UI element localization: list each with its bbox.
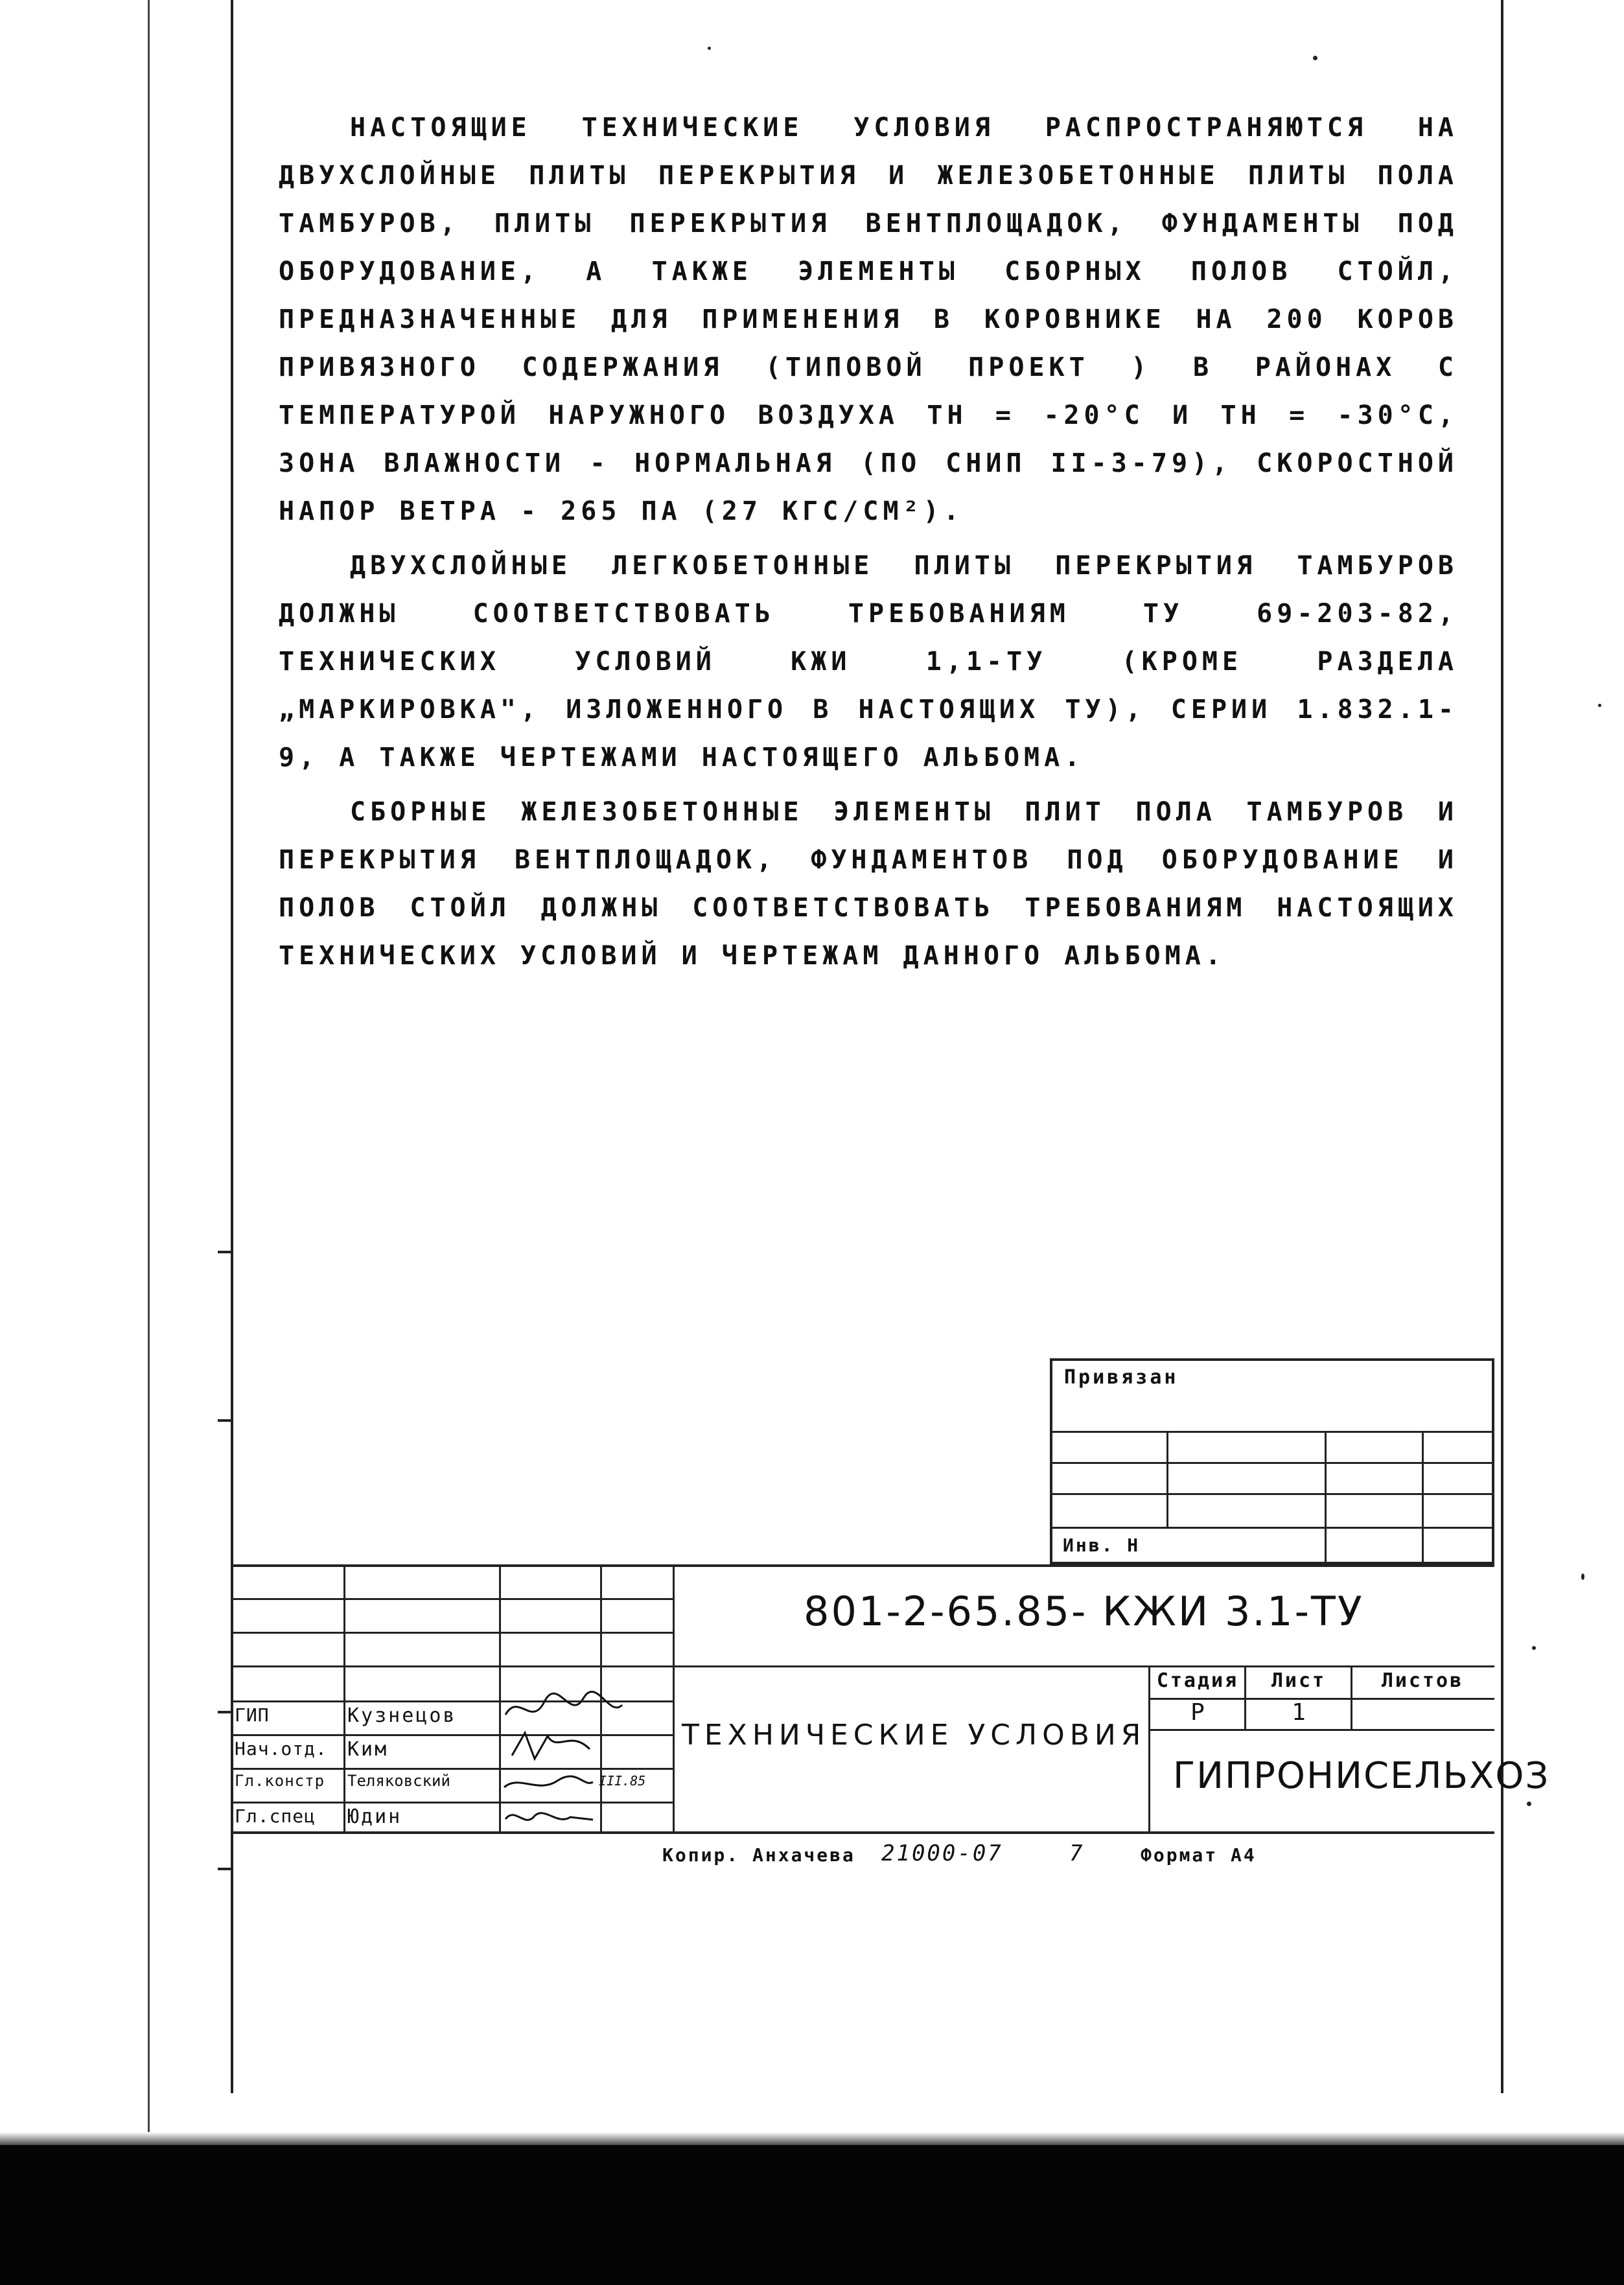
signatory-name: Теляковский (347, 1772, 450, 1790)
scan-speck (1581, 1573, 1584, 1580)
grid-line (231, 1734, 673, 1736)
grid-line (1052, 1462, 1493, 1464)
scan-speck (1598, 704, 1601, 707)
grid-line (231, 1768, 673, 1770)
signatory-name: Ким (347, 1738, 389, 1761)
grid-line (1148, 1729, 1150, 1834)
scan-speck (708, 47, 711, 50)
frame-tick (218, 1419, 232, 1422)
role-label: Гл.констр (235, 1772, 325, 1790)
grid-line (1148, 1729, 1494, 1731)
document-title: ТЕХНИЧЕСКИЕ УСЛОВИЯ (682, 1719, 1146, 1752)
signature-head (499, 1726, 603, 1765)
document-code: 801-2-65.85- КЖИ 3.1-ТУ (804, 1588, 1364, 1635)
technical-conditions-text (279, 104, 1458, 986)
order-number: 21000-07 (881, 1840, 1003, 1866)
sheet-value: 1 (1292, 1699, 1306, 1726)
paragraph-precast-elements: СБОРНЫЕ ЖЕЛЕЗОБЕТОННЫЕ ЭЛЕМЕНТЫ ПЛИТ ПОЛА ТАМБУРОВ И ПЕРЕКРЫТИЯ ВЕНТПЛОЩАДОК, ФУНДАМЕНТОВ ПОД ОБОРУДОВАНИЕ И ПОЛОВ СТОЙЛ ДОЛЖНЫ СООТВЕТСТВОВАТЬ ТРЕБОВАНИЯМ НАСТОЯЩИХ ТЕХНИЧЕСКИХ УСЛОВИЙ И ЧЕРТЕЖАМ ДАННОГО АЛЬБОМА. (279, 797, 1458, 971)
grid-line (231, 1632, 673, 1634)
grid-line (231, 1665, 1494, 1667)
role-label: Нач.отд. (235, 1738, 327, 1759)
binding-title: Привязан (1064, 1366, 1179, 1389)
grid-line (343, 1564, 345, 1834)
grid-line (1052, 1431, 1493, 1433)
format-label: Формат А4 (1141, 1844, 1257, 1866)
grid-line (1422, 1431, 1424, 1564)
grid-line (1052, 1527, 1493, 1529)
stage-header: Стадия (1156, 1669, 1239, 1692)
scan-left-margin (0, 0, 150, 2285)
role-label: Гл.спец (235, 1805, 316, 1827)
binding-box (1050, 1358, 1494, 1564)
page-number: 7 (1069, 1840, 1085, 1866)
role-label: ГИП (235, 1704, 270, 1726)
paragraph-two-layer-slabs: ДВУХСЛОЙНЫЕ ЛЕГКОБЕТОННЫЕ ПЛИТЫ ПЕРЕКРЫТИЯ ТАМБУРОВ ДОЛЖНЫ СООТВЕТСТВОВАТЬ ТРЕБОВАНИЯМ ТУ 69-203-82, ТЕХНИЧЕСКИХ УСЛОВИЙ КЖИ 1,1-ТУ (КРОМЕ РАЗДЕЛА „МАРКИРОВКА", ИЗЛОЖЕННОГО В НАСТОЯЩИХ ТУ), СЕРИИ 1.832.1-9, А ТАКЖЕ ЧЕРТЕЖАМИ НАСТОЯЩЕГО АЛЬБОМА. (279, 551, 1458, 772)
grid-line (231, 1802, 673, 1804)
sheet-header: Лист (1271, 1669, 1327, 1692)
scan-speck (1532, 1646, 1536, 1650)
organization-name: ГИПРОНИСЕЛЬХОЗ (1173, 1755, 1550, 1797)
signatory-name: Юдин (347, 1805, 402, 1828)
frame-tick (218, 1711, 232, 1713)
copied-by: Копир. Анхачева (662, 1844, 855, 1866)
scan-speck (1313, 56, 1317, 60)
sheets-header: Листов (1381, 1669, 1464, 1692)
frame-tick (218, 1868, 232, 1870)
grid-line (1325, 1431, 1327, 1564)
stage-value: Р (1190, 1699, 1205, 1726)
grid-line (1166, 1431, 1168, 1527)
grid-line (1052, 1493, 1493, 1495)
scan-speck (1527, 1802, 1531, 1806)
signatory-name: Кузнецов (347, 1704, 457, 1727)
signature-chief-designer (499, 1768, 596, 1796)
grid-line (231, 1598, 673, 1600)
signature-date: III.85 (599, 1773, 646, 1789)
scan-bottom-border (0, 2145, 1624, 2285)
inventory-label: Инв. Н (1063, 1535, 1141, 1556)
paragraph-scope: НАСТОЯЩИЕ ТЕХНИЧЕСКИЕ УСЛОВИЯ РАСПРОСТРАНЯЮТСЯ НА ДВУХСЛОЙНЫЕ ПЛИТЫ ПЕРЕКРЫТИЯ И ЖЕЛЕЗОБЕТОННЫЕ ПЛИТЫ ПОЛА ТАМБУРОВ, ПЛИТЫ ПЕРЕКРЫТИЯ ВЕНТПЛОЩАДОК, ФУНДАМЕНТЫ ПОД ОБОРУДОВАНИЕ, А ТАКЖЕ ЭЛЕМЕНТЫ СБОРНЫХ ПОЛОВ СТОЙЛ, ПРЕДНАЗНАЧЕННЫЕ ДЛЯ ПРИМЕНЕНИЯ В КОРОВНИКЕ НА 200 КОРОВ ПРИВЯЗНОГО СОДЕРЖАНИЯ (ТИПОВОЙ ПРОЕКТ ) В РАЙОНАХ С ТЕМПЕРАТУРОЙ НАРУЖНОГО ВОЗДУХА TН = -20°С И TН = -30°С, ЗОНА ВЛАЖНОСТИ - НОРМАЛЬНАЯ (ПО СНИП II-3-79), СКОРОСТНОЙ НАПОР ВЕТРА - 265 ПА (27 КГС/СМ²). (279, 113, 1458, 526)
grid-line (673, 1564, 675, 1834)
frame-tick (218, 1251, 232, 1253)
signature-specialist (499, 1803, 596, 1831)
